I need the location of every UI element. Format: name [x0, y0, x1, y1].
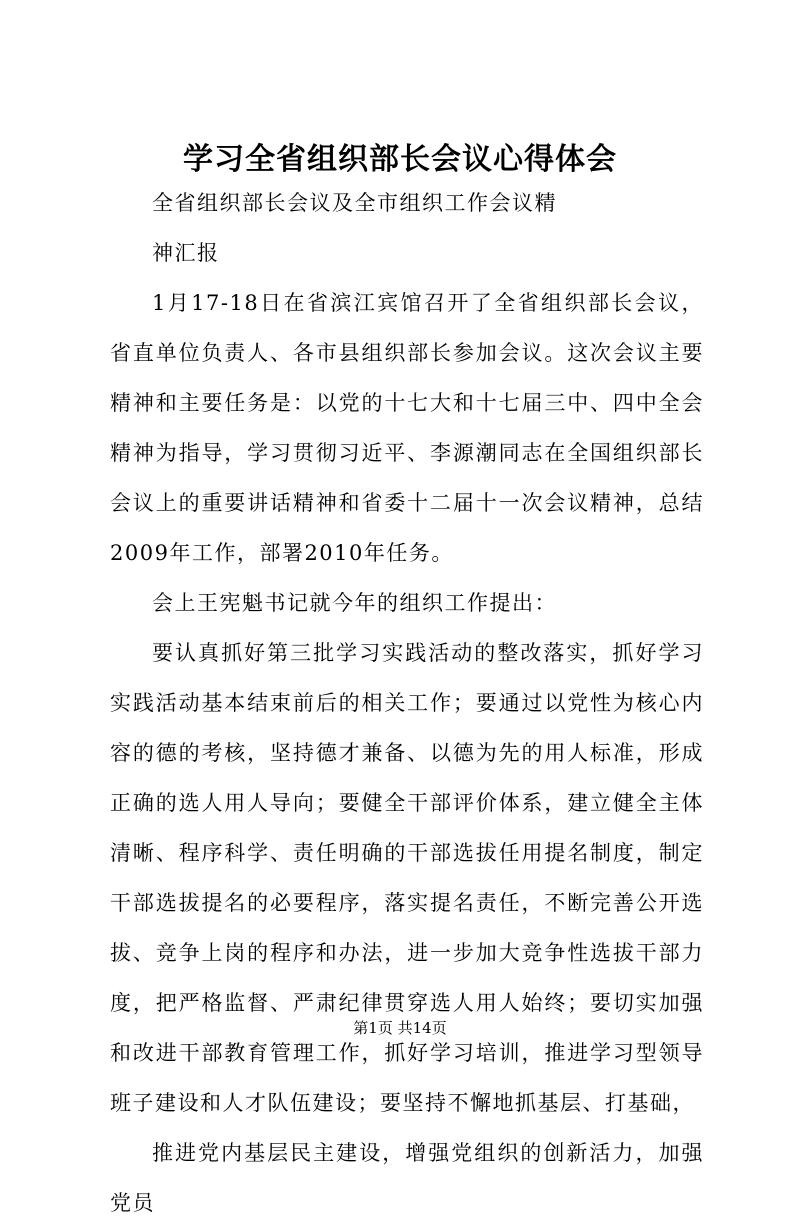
paragraph-5: 要认真抓好第三批学习实践活动的整改落实，抓好学习实践活动基本结束前后的相关工作；要通过以党性为核心内容的德的考核，坚持德才兼备、以德为先的用人标准，形成正确的选人用人导向；要健全干部评价体系，建立健全主体清晰、程序科学、责任明确的干部选拔任用提名制度，制定干部选拔提名的必要程序，落实提名责任，不断完善公开选拔、竞争上岗的程序和办法，进一步加大竞争性选拔干部力度，把严格监督、严肃纪律贯穿选人用人始终；要切实加强和改进干部教育管理工作，抓好学习培训，推进学习型领导班子建设和人才队伍建设；要坚持不懈地抓基层、打基础，: [110, 641, 704, 1115]
page-number-footer: 第1页 共14页: [353, 1019, 447, 1037]
paragraph-4: 会上王宪魁书记就今年的组织工作提出：: [152, 591, 557, 615]
document-title: 学习全省组织部长会议心得体会: [183, 142, 617, 177]
paragraph-2: 神汇报: [152, 241, 220, 265]
paragraph-6: 推进党内基层民主建设，增强党组织的创新活力，加强党员: [110, 1141, 704, 1215]
paragraph-1: 全省组织部长会议及全市组织工作会议精: [152, 191, 557, 215]
paragraph-3: 1月17-18日在省滨江宾馆召开了全省组织部长会议，省直单位负责人、各市县组织部长参加会议。这次会议主要精神和主要任务是：以党的十七大和十七届三中、四中全会精神为指导，学习贯彻习近平、李源潮同志在全国组织部长会议上的重要讲话精神和省委十二届十一次会议精神，总结2009年工作，部署2010年任务。: [110, 291, 704, 565]
document-body: [110, 178, 704, 1228]
